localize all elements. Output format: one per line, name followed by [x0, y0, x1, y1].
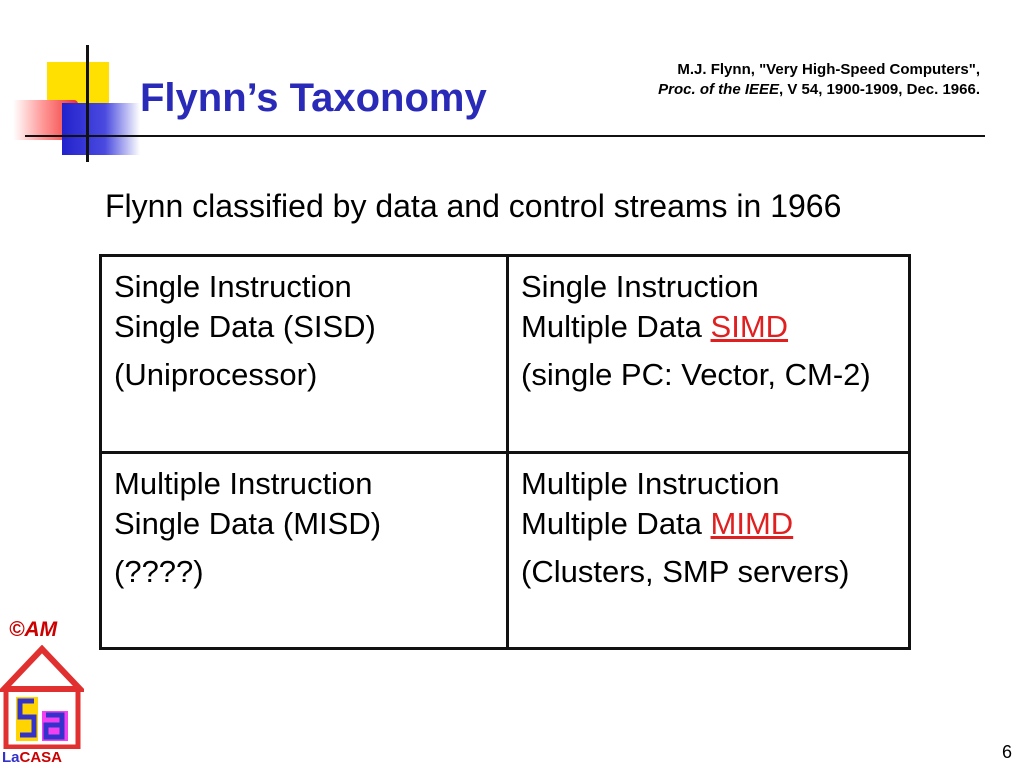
slide-title: Flynn’s Taxonomy — [140, 76, 487, 120]
slide-subtitle: Flynn classified by data and control streams in 1966 — [105, 188, 842, 224]
cell-line-1: Multiple Instruction — [521, 465, 780, 501]
citation-line-2 — [658, 80, 980, 100]
cell-line-2-text: Single Data (SISD) — [114, 309, 376, 344]
table-cell-mimd — [508, 452, 910, 649]
cell-line-2 — [521, 307, 896, 347]
citation-line-1: M.J. Flynn, "Very High-Speed Computers", — [677, 61, 980, 78]
cell-example: (single PC: Vector, CM-2) — [521, 357, 871, 392]
cell-line-1: Multiple Instruction — [114, 465, 373, 501]
citation-journal: Proc. of the IEEE — [658, 81, 780, 98]
decorative-vertical-rule — [86, 45, 89, 162]
citation — [658, 60, 980, 100]
page-number: 6 — [1001, 742, 1012, 762]
lacasa-logo-text — [2, 749, 62, 766]
flynn-taxonomy-table — [99, 254, 911, 650]
logo-text-name: CASA — [19, 749, 63, 766]
lacasa-house-logo — [0, 645, 84, 749]
cell-line-2 — [114, 307, 494, 347]
cell-line-2 — [114, 504, 494, 544]
cell-line-2 — [521, 504, 896, 544]
cell-example: (????) — [114, 553, 204, 589]
mimd-acronym-link: MIMD — [710, 505, 794, 541]
decorative-blue-gradient-bar — [62, 103, 140, 155]
cell-line-2-text: Multiple Data — [521, 309, 711, 344]
table-row — [101, 256, 910, 453]
table-cell-simd — [508, 256, 910, 453]
citation-details: , V 54, 1900-1909, Dec. 1966. — [779, 81, 980, 98]
cell-line-2-text: Single Data (MISD) — [114, 505, 382, 541]
logo-roof — [4, 649, 80, 689]
table-row — [101, 452, 910, 649]
cell-example: (Clusters, SMP servers) — [521, 553, 850, 589]
cell-example: (Uniprocessor) — [114, 357, 318, 392]
cell-line-1: Single Instruction — [521, 269, 759, 304]
copyright-mark: ©AM — [9, 618, 58, 641]
cell-line-2-text: Multiple Data — [521, 505, 711, 541]
simd-acronym-link: SIMD — [710, 309, 789, 344]
title-underline-rule — [25, 135, 985, 137]
logo-text-prefix: La — [2, 749, 20, 766]
table-cell-misd — [101, 452, 508, 649]
cell-line-1: Single Instruction — [114, 269, 352, 304]
table-cell-sisd — [101, 256, 508, 453]
